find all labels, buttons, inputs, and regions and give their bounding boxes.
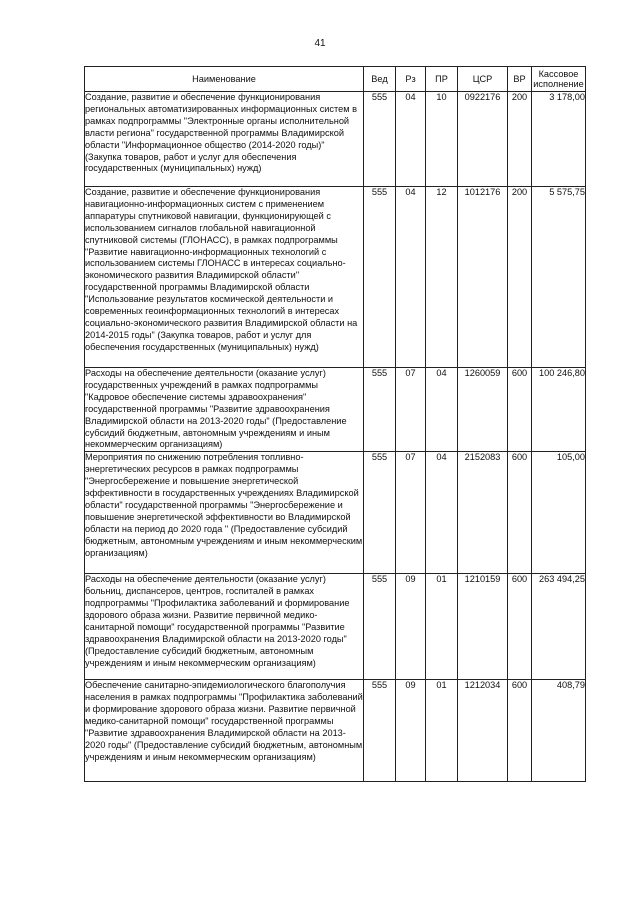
budget-table: [84, 66, 586, 782]
row-amount: 5 575,75: [532, 187, 586, 368]
row-ved: 555: [364, 187, 396, 368]
row-name: Создание, развитие и обеспечение функционирования навигационно-информационных систем с применением аппаратуры спутниковой навигации, функционирующей с использованием сигналов глобальной навигационной спутниковой системы (ГЛОНАСС), в рамках подпрограммы "Развитие навигационно-информационных технологий с использованием системы ГЛОНАСС в интересах социально-экономического развития Владимирской области" государственной программы Владимирской области "Использование результатов космической деятельности и современных геоинформационных технологий в интересах социально-экономического развития Владимирской области на 2014-2015 годы" (Закупка товаров, работ и услуг для обеспечения государственных (муниципальных) нужд): [85, 187, 364, 368]
row-rz: 09: [396, 680, 426, 782]
row-amount: 3 178,00: [532, 92, 586, 187]
row-amount: 263 494,25: [532, 574, 586, 680]
row-amount: 408,79: [532, 680, 586, 782]
row-vr: 200: [508, 187, 532, 368]
row-csr: 1260059: [458, 368, 508, 452]
row-rz: 07: [396, 452, 426, 574]
header-csr: ЦСР: [458, 67, 508, 92]
page-number: 41: [314, 38, 326, 49]
row-pr: 12: [426, 187, 458, 368]
row-ved: 555: [364, 680, 396, 782]
row-pr: 01: [426, 680, 458, 782]
row-name: Обеспечение санитарно-эпидемиологического благополучия населения в рамках подпрограммы "Профилактика заболеваний и формирование здорового образа жизни. Развитие первичной медико-санитарной помощи" государственной программы "Развитие здравоохранения Владимирской области на 2013-2020 годы" (Предоставление субсидий бюджетным, автономным учреждениям и иным некоммерческим организациям): [85, 680, 364, 782]
row-ved: 555: [364, 368, 396, 452]
row-vr: 600: [508, 368, 532, 452]
table-row: [85, 574, 586, 680]
row-rz: 07: [396, 368, 426, 452]
header-amount: Кассовое исполнение: [532, 67, 586, 92]
row-pr: 10: [426, 92, 458, 187]
row-csr: 1212034: [458, 680, 508, 782]
row-pr: 04: [426, 452, 458, 574]
header-row: [85, 67, 586, 92]
row-amount: 100 246,80: [532, 368, 586, 452]
table-row: [85, 187, 586, 368]
row-amount: 105,00: [532, 452, 586, 574]
header-ved: Вед: [364, 67, 396, 92]
header-vr: ВР: [508, 67, 532, 92]
header-name: Наименование: [85, 67, 364, 92]
table-row: [85, 92, 586, 187]
row-rz: 09: [396, 574, 426, 680]
row-vr: 600: [508, 452, 532, 574]
table-row: [85, 452, 586, 574]
row-ved: 555: [364, 452, 396, 574]
row-name: Расходы на обеспечение деятельности (оказание услуг) больниц, диспансеров, центров, госпиталей в рамках подпрограммы "Профилактика заболеваний и формирование здорового образа жизни. Развитие первичной медико-санитарной помощи" государственной программы "Развитие здравоохранения Владимирской области на 2013-2020 годы" (Предоставление субсидий бюджетным, автономным учреждениям и иным некоммерческим организациям): [85, 574, 364, 680]
header-rz: Рз: [396, 67, 426, 92]
row-name: Создание, развитие и обеспечение функционирования региональных автоматизированных информационных систем в рамках подпрограммы "Электронные органы исполнительной власти региона" государственной программы Владимирской области "Информационное общество (2014-2020 годы)" (Закупка товаров, работ и услуг для обеспечения государственных (муниципальных) нужд): [85, 92, 364, 187]
row-csr: 1210159: [458, 574, 508, 680]
row-vr: 600: [508, 680, 532, 782]
row-rz: 04: [396, 187, 426, 368]
row-vr: 200: [508, 92, 532, 187]
row-vr: 600: [508, 574, 532, 680]
row-pr: 04: [426, 368, 458, 452]
row-csr: 1012176: [458, 187, 508, 368]
row-ved: 555: [364, 92, 396, 187]
table-row: [85, 680, 586, 782]
row-name: Мероприятия по снижению потребления топливно-энергетических ресурсов в рамках подпрограммы "Энергосбережение и повышение энергетической эффективности в государственных учреждениях Владимирской области" государственной программы "Энергосбережение и повышение энергетической эффективности во Владимирской области на период до 2020 года " (Предоставление субсидий бюджетным, автономным учреждениям и иным некоммерческим организациям): [85, 452, 364, 574]
row-rz: 04: [396, 92, 426, 187]
row-csr: 2152083: [458, 452, 508, 574]
header-pr: ПР: [426, 67, 458, 92]
table-row: [85, 368, 586, 452]
row-pr: 01: [426, 574, 458, 680]
row-csr: 0922176: [458, 92, 508, 187]
row-name: Расходы на обеспечение деятельности (оказание услуг) государственных учреждений в рамках подпрограммы "Кадровое обеспечение системы здравоохранения" государственной программы "Развитие здравоохранения Владимирской области на 2013-2020 годы" (Предоставление субсидий бюджетным, автономным учреждениям и иным некоммерческим организациям): [85, 368, 364, 452]
row-ved: 555: [364, 574, 396, 680]
